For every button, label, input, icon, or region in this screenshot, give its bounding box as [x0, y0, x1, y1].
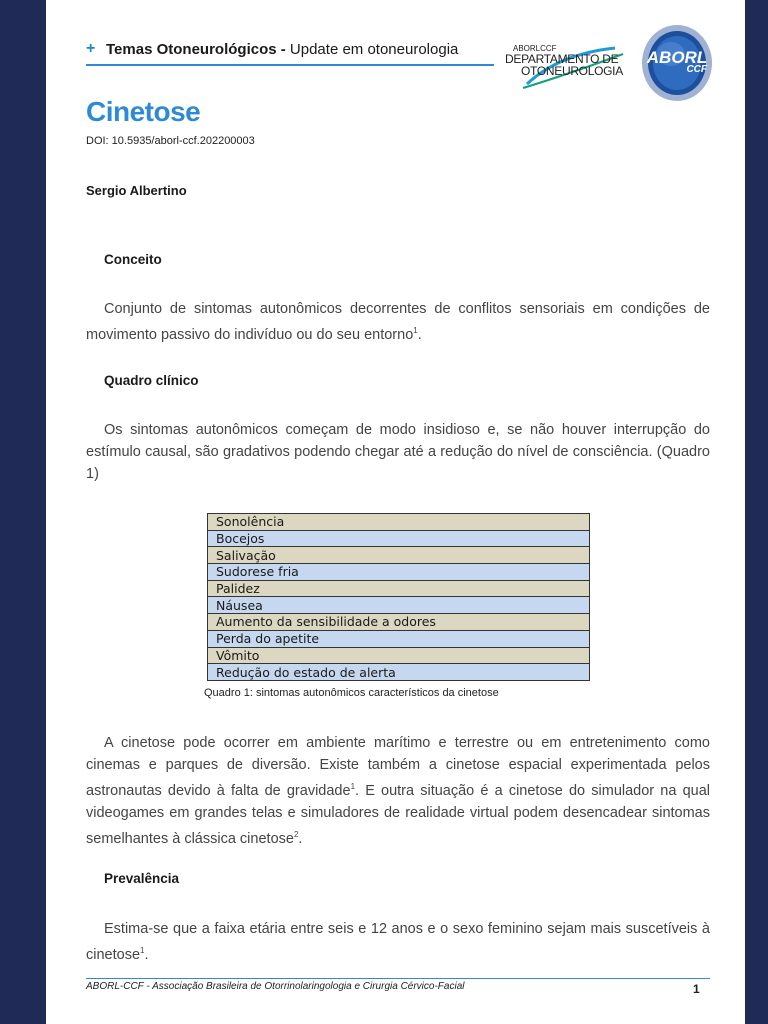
table-row	[208, 614, 590, 631]
seal-main-text: ABORL	[646, 48, 708, 67]
reference-marker: 1	[140, 946, 145, 955]
table-row	[208, 647, 590, 664]
table-row	[208, 630, 590, 647]
department-logo	[501, 40, 636, 90]
running-header	[106, 41, 458, 58]
paragraph-end: .	[298, 830, 303, 847]
reference-marker: 2	[293, 829, 299, 839]
table-cell: Perda do apetite	[208, 630, 590, 647]
table-cell: Palidez	[208, 580, 590, 597]
article-title: Cinetose	[86, 96, 201, 127]
department-logo-small: ABORLCCF	[513, 44, 557, 53]
header-title-rest: Update em otoneurologia	[285, 41, 459, 58]
paragraph-text: A cinetose pode ocorrer em ambiente marítimo e terrestre ou em entretenimento como cinemas e parques de diversão. Existe também a cinetose espacial experimentada pelos astronautas devido à falta de gravidade	[86, 735, 710, 799]
article-author: Sergio Albertino	[86, 183, 187, 198]
footer-text: ABORL-CCF - Associação Brasileira de Otorrinolaringologia e Cirurgia Cérvico-Facial	[86, 981, 465, 992]
section-heading-conceito: Conceito	[104, 252, 162, 267]
table-row	[208, 564, 590, 581]
paragraph-ambientes	[86, 732, 710, 850]
aborl-seal-logo	[641, 24, 713, 102]
section-heading-prevalencia: Prevalência	[104, 871, 180, 886]
seal-sub-text: CCF	[686, 64, 707, 75]
department-logo-line1: DEPARTAMENTO DE	[505, 52, 619, 66]
table-row	[208, 597, 590, 614]
table-row	[208, 664, 590, 681]
table-cell: Bocejos	[208, 530, 590, 547]
page-number: 1	[693, 982, 700, 996]
reference-marker: 1	[350, 782, 356, 791]
department-logo-line2: OTONEUROLOGIA	[521, 64, 623, 78]
paragraph-text: Estima-se que a faixa etária entre seis e 12 anos e o sexo feminino sejam mais suscetíveis à cinetose	[86, 921, 710, 963]
quadro-1-table	[207, 513, 590, 681]
header-divider	[86, 64, 494, 66]
table-row	[208, 514, 590, 531]
paragraph-quadro-clinico: Os sintomas autonômicos começam de modo insidioso e, se não houver interrupção do estímulo causal, são gradativos podendo chegar até a redução do nível de consciência. (Quadro 1)	[86, 422, 710, 482]
table-cell: Sudorese fria	[208, 564, 590, 581]
paragraph-prevalencia	[86, 918, 710, 966]
table-cell: Redução do estado de alerta	[208, 664, 590, 681]
paragraph-text: . E outra situação é a cinetose do simulador na qual videogames em grandes telas e simuladores de realidade virtual podem desencadear sintomas semelhantes à clássica cinetose	[86, 782, 710, 847]
table-cell: Sonolência	[208, 514, 590, 531]
footer-divider	[86, 978, 710, 979]
paragraph-end: .	[144, 946, 149, 963]
table-row	[208, 547, 590, 564]
paragraph-end: .	[417, 326, 422, 343]
header-title-bold: Temas Otoneurológicos -	[106, 41, 286, 58]
article-doi: DOI: 10.5935/aborl-ccf.202200003	[86, 135, 255, 147]
paragraph-conceito	[86, 298, 710, 346]
paragraph-text: Conjunto de sintomas autonômicos decorrentes de conflitos sensoriais em condições de movimento passivo do indivíduo ou do seu entorno	[86, 301, 710, 343]
section-heading-quadro-clinico: Quadro clínico	[104, 373, 199, 388]
header-plus-icon: +	[86, 40, 96, 57]
document-page	[46, 0, 745, 1024]
table-row	[208, 530, 590, 547]
table-cell: Salivação	[208, 547, 590, 564]
table-row	[208, 580, 590, 597]
table-cell: Vômito	[208, 647, 590, 664]
table-cell: Aumento da sensibilidade a odores	[208, 614, 590, 631]
reference-marker: 1	[413, 326, 418, 335]
quadro-caption: Quadro 1: sintomas autonômicos característicos da cinetose	[204, 687, 499, 699]
table-cell: Náusea	[208, 597, 590, 614]
